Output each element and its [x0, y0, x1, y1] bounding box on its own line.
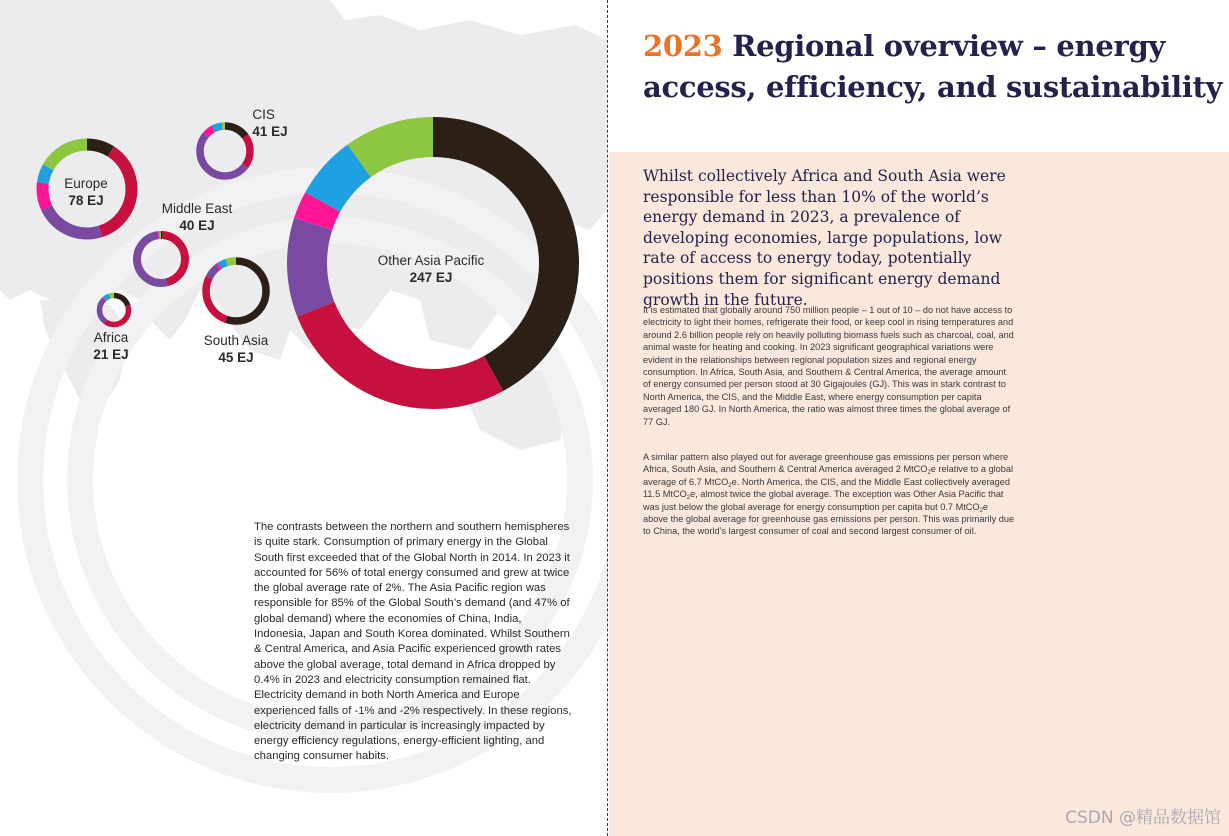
subscript: 2 — [927, 470, 931, 477]
title-year: 2023 — [643, 29, 723, 63]
watermark: CSDN @精品数据馆 — [1065, 808, 1221, 828]
subscript: 2 — [686, 495, 691, 502]
subscript: 2 — [979, 507, 983, 514]
region-value: 45 EJ — [218, 350, 254, 365]
region-name: Other Asia Pacific — [377, 253, 485, 268]
region-name: Africa — [93, 330, 129, 345]
label-africa — [93, 329, 128, 363]
region-value: 41 EJ — [252, 124, 288, 139]
subscript: 2 — [728, 482, 732, 489]
region-name: CIS — [252, 107, 275, 122]
label-europe — [64, 175, 108, 209]
para-text: e above the global average for greenhouse gas emissions per person. This was primarily due to China, the world’s largest consumer of coal and second largest consumer of oil. — [643, 501, 1015, 537]
region-name: South Asia — [203, 333, 269, 348]
region-value: 21 EJ — [93, 347, 129, 362]
label-south-asia — [204, 332, 269, 366]
dashed-divider — [607, 0, 608, 836]
region-value: 78 EJ — [68, 193, 104, 208]
para-text: e, almost twice the global average. The exception was Other Asia Pacific that was just below the global average for energy consumption per capita but 0.7 MtCO — [643, 489, 1004, 512]
body-paragraph-emissions — [643, 451, 1015, 538]
title-text: Regional overview – energy access, efficiency, and sustainability — [643, 29, 1223, 104]
body-paragraph-access: It is estimated that globally around 750 million people – 1 out of 10 – do not have access to electricity to light their homes, refrigerate their food, or keep cool in rising temperatures and around 2.6 billion people rely on heavily polluting biomass fuels such as charcoal, coal, and animal waste for heating and cooking. In 2023 significant geographical variations were evident in the relationships between regional population sizes and regional energy consumption. In Africa, South Asia, and Southern & Central America, the average amount of energy consumed per person stood at 30 Gigajoules (GJ). This was in stark contrast to North America, the CIS, and the Middle East, where energy consumption per capita averaged 180 GJ. In North America, the ratio was almost three times the global average of 77 GJ. — [643, 305, 1014, 427]
region-value: 40 EJ — [179, 218, 215, 233]
para-text: e. North America, the CIS, and the Middle East collectively averaged 11.5 MtCO — [643, 476, 1010, 500]
left-panel — [0, 0, 607, 836]
page-title — [643, 26, 1223, 108]
label-middle-east — [162, 200, 233, 234]
region-name: Middle East — [161, 201, 233, 216]
label-cis — [252, 106, 287, 140]
lead-paragraph: Whilst collectively Africa and South Asia were responsible for less than 10% of the world’s energy demand in 2023, a prevalence of developing economies, large populations, low rate of access to energy today, potentially positions them for significant energy demand growth in the future. — [643, 167, 1006, 309]
label-other-asia-pacific — [378, 252, 485, 286]
para-text: A similar pattern also played out for average greenhouse gas emissions per person where Africa, South Asia, and Southern & Central America averaged 2 MtCO — [643, 452, 1009, 475]
hemispheres-paragraph: The contrasts between the northern and southern hemispheres is quite stark. Consumption of primary energy in the Global South first exceeded that of the Global North in 2014. In 2023 it accounted for 56% of total energy consumed and grew at twice the global average rate of 2%. The Asia Pacific region was responsible for 85% of the Global South’s demand (and 47% of global demand) where the economies of China, India, Indonesia, Japan and South Korea dominated. Whilst Southern & Central America, and Asia Pacific experienced growth rates above the global average, total demand in Africa dropped by 0.4% in 2023 and electricity consumption remained flat. Electricity demand in both North America and Europe experienced falls of -1% and -2% respectively. In these regions, electricity demand in particular is increasingly impacted by energy efficiency regulations, energy-efficient lighting, and changing consumer habits. — [254, 521, 572, 763]
title-area — [609, 0, 1229, 152]
right-panel — [609, 0, 1229, 836]
region-name: Europe — [64, 176, 108, 191]
para-text: e relative to a global average of 6.7 MtCO — [643, 464, 1014, 487]
region-value: 247 EJ — [409, 270, 453, 285]
